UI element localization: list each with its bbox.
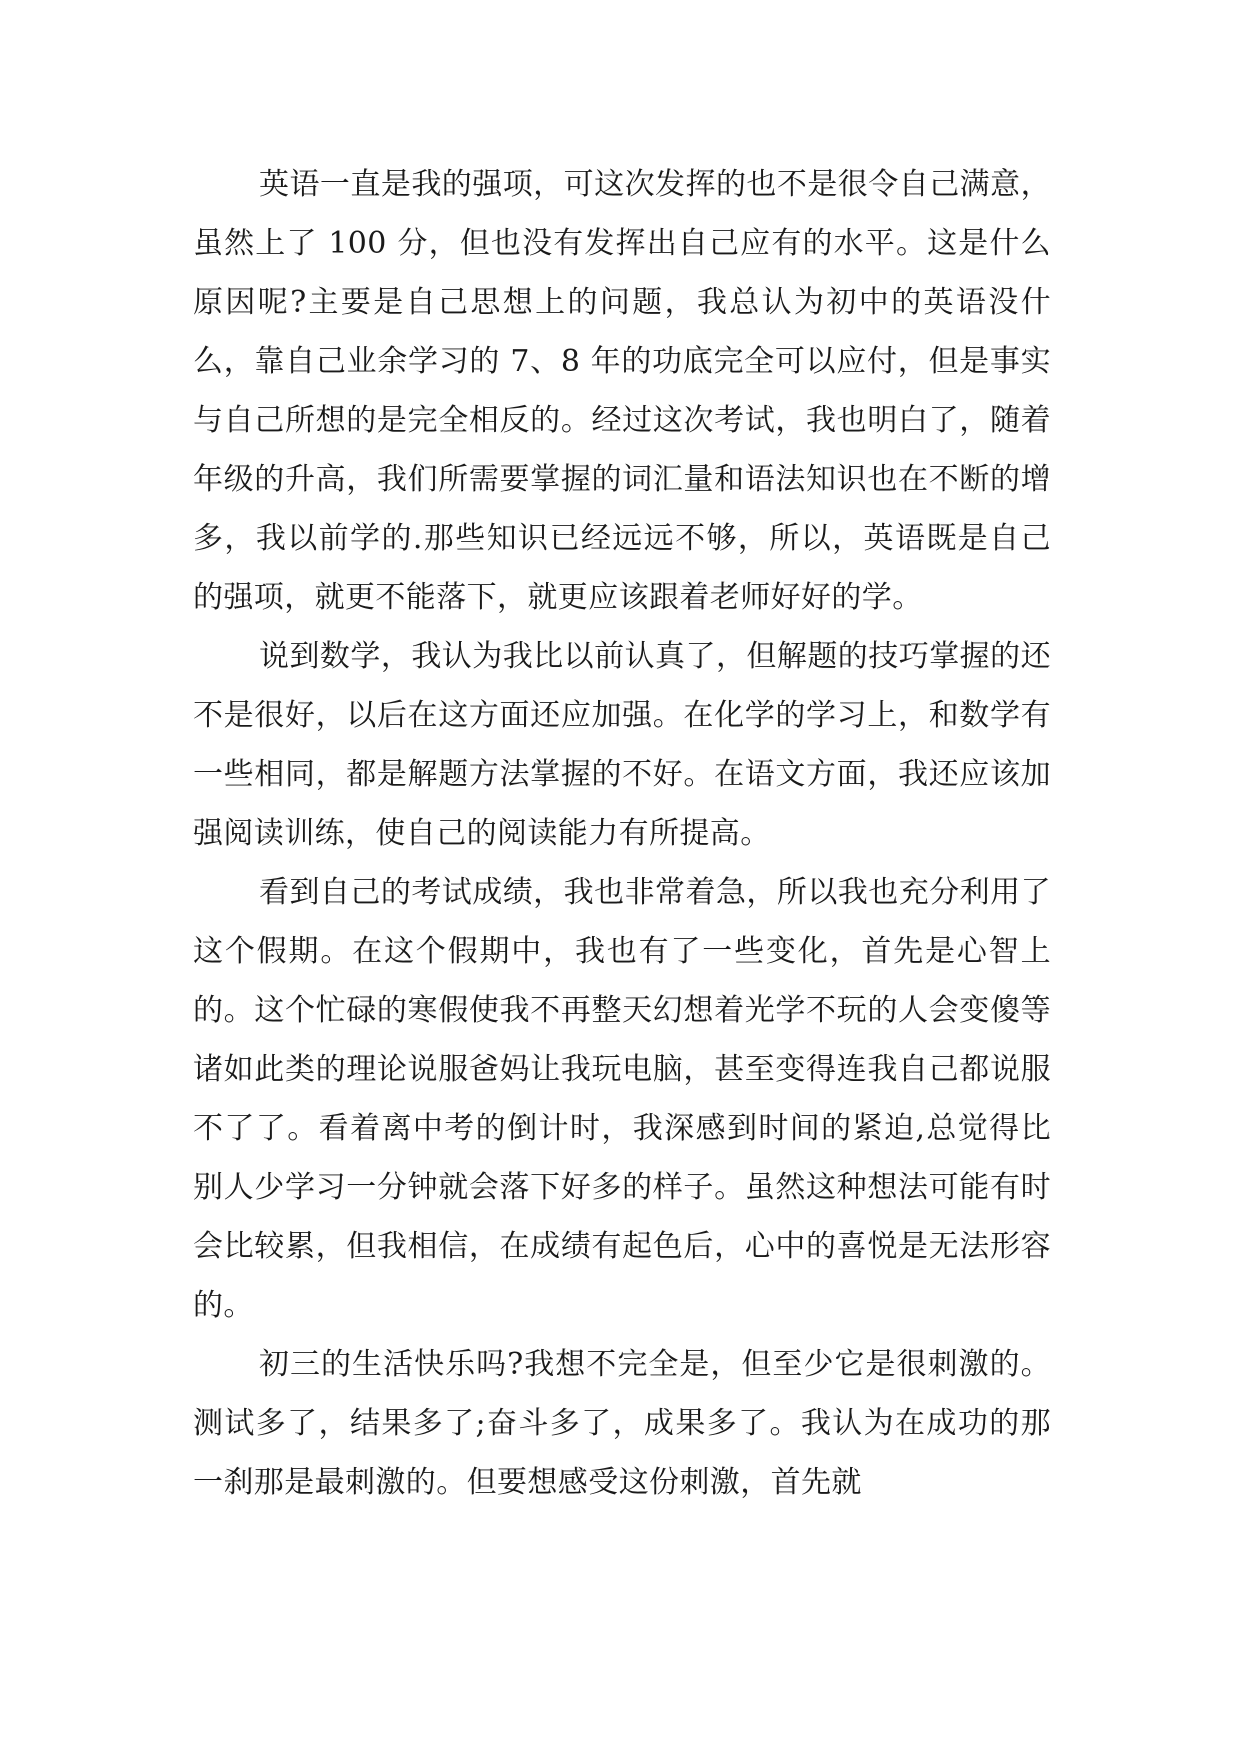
paragraph-holiday: 看到自己的考试成绩，我也非常着急，所以我也充分利用了这个假期。在这个假期中，我也有了一些变化，首先是心智上的。这个忙碌的寒假使我不再整天幻想着光学不玩的人会变傻等诸如此类的理论说服爸妈让我玩电脑，甚至变得连我自己都说服不了了。看着离中考的倒计时，我深感到时间的紧迫,总觉得比别人少学习一分钟就会落下好多的样子。虽然这种想法可能有时会比较累，但我相信，在成绩有起色后，心中的喜悦是无法形容的。	[193, 875, 1051, 1323]
paragraph-english: 英语一直是我的强项，可这次发挥的也不是很令自己满意，虽然上了 100 分，但也没有发挥出自己应有的水平。这是什么原因呢?主要是自己思想上的问题，我总认为初中的英语没什么，靠自己业余学习的 7、8 年的功底完全可以应付，但是事实与自己所想的是完全相反的。经过这次考试，我也明白了，随着年级的升高，我们所需要掌握的词汇量和语法知识也在不断的增多，我以前学的.那些知识已经远远不够，所以，英语既是自己的强项，就更不能落下，就更应该跟着老师好好的学。	[193, 167, 1051, 615]
paragraph-math: 说到数学，我认为我比以前认真了，但解题的技巧掌握的还不是很好，以后在这方面还应加强。在化学的学习上，和数学有一些相同，都是解题方法掌握的不好。在语文方面，我还应该加强阅读训练，使自己的阅读能力有所提高。	[193, 639, 1051, 851]
paragraph-grade-three: 初三的生活快乐吗?我想不完全是，但至少它是很刺激的。测试多了，结果多了;奋斗多了，成果多了。我认为在成功的那一刹那是最刺激的。但要想感受这份刺激，首先就	[193, 1347, 1051, 1500]
document-body	[193, 155, 1051, 1512]
